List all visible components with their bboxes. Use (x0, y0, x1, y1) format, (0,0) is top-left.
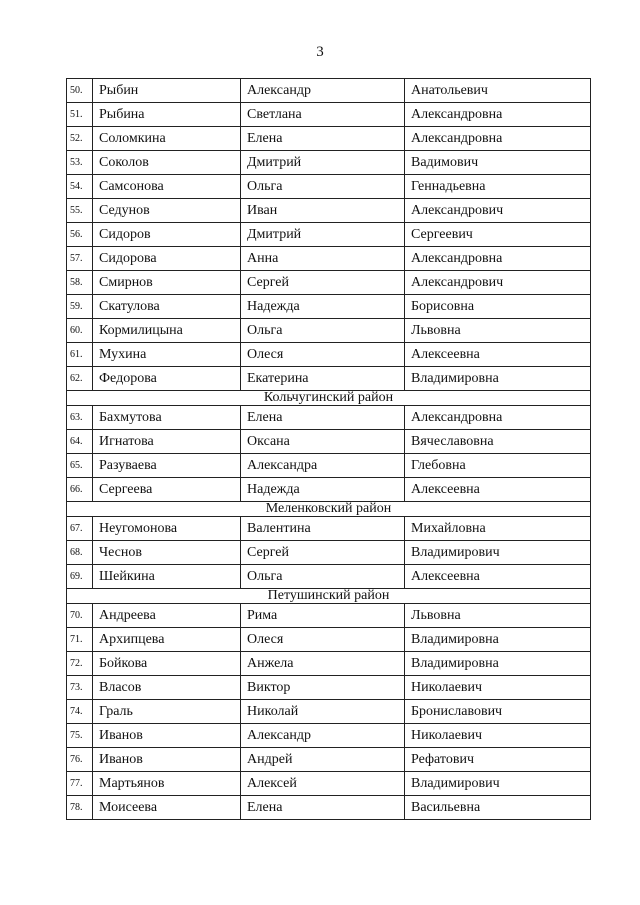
first-name: Ольга (241, 319, 405, 343)
district-heading-row (67, 589, 591, 604)
table-row (67, 175, 591, 199)
patronymic: Анатольевич (405, 79, 591, 103)
table-row (67, 295, 591, 319)
row-number: 56. (67, 223, 93, 247)
first-name: Надежда (241, 295, 405, 319)
last-name: Сидоров (93, 223, 241, 247)
last-name: Мухина (93, 343, 241, 367)
table-row (67, 676, 591, 700)
last-name: Чеснов (93, 541, 241, 565)
last-name: Сидорова (93, 247, 241, 271)
last-name: Архипцева (93, 628, 241, 652)
row-number: 73. (67, 676, 93, 700)
first-name: Алексей (241, 772, 405, 796)
row-number: 65. (67, 454, 93, 478)
first-name: Александра (241, 454, 405, 478)
first-name: Екатерина (241, 367, 405, 391)
first-name: Ольга (241, 175, 405, 199)
last-name: Рыбин (93, 79, 241, 103)
first-name: Рима (241, 604, 405, 628)
last-name: Федорова (93, 367, 241, 391)
last-name: Сергеева (93, 478, 241, 502)
district-heading-row (67, 502, 591, 517)
last-name: Соколов (93, 151, 241, 175)
first-name: Елена (241, 406, 405, 430)
row-number: 57. (67, 247, 93, 271)
last-name: Разуваева (93, 454, 241, 478)
last-name: Иванов (93, 724, 241, 748)
patronymic: Львовна (405, 604, 591, 628)
row-number: 68. (67, 541, 93, 565)
patronymic: Глебовна (405, 454, 591, 478)
table-row (67, 652, 591, 676)
last-name: Моисеева (93, 796, 241, 820)
table-row (67, 604, 591, 628)
first-name: Ольга (241, 565, 405, 589)
first-name: Александр (241, 724, 405, 748)
patronymic: Николаевич (405, 724, 591, 748)
row-number: 60. (67, 319, 93, 343)
last-name: Власов (93, 676, 241, 700)
patronymic: Вячеславовна (405, 430, 591, 454)
row-number: 75. (67, 724, 93, 748)
table-row (67, 517, 591, 541)
district-title: Петушинский район (67, 589, 591, 604)
row-number: 76. (67, 748, 93, 772)
patronymic: Борисовна (405, 295, 591, 319)
last-name: Самсонова (93, 175, 241, 199)
patronymic: Алексеевна (405, 478, 591, 502)
table-row (67, 367, 591, 391)
row-number: 51. (67, 103, 93, 127)
roster-body (67, 79, 591, 820)
last-name: Шейкина (93, 565, 241, 589)
patronymic: Владимировна (405, 628, 591, 652)
first-name: Анжела (241, 652, 405, 676)
patronymic: Геннадьевна (405, 175, 591, 199)
table-row (67, 541, 591, 565)
first-name: Анна (241, 247, 405, 271)
row-number: 52. (67, 127, 93, 151)
row-number: 63. (67, 406, 93, 430)
row-number: 70. (67, 604, 93, 628)
patronymic: Александровна (405, 247, 591, 271)
last-name: Андреева (93, 604, 241, 628)
district-title: Меленковский район (67, 502, 591, 517)
patronymic: Васильевна (405, 796, 591, 820)
patronymic: Александровна (405, 127, 591, 151)
last-name: Неугомонова (93, 517, 241, 541)
table-row (67, 247, 591, 271)
first-name: Александр (241, 79, 405, 103)
patronymic: Алексеевна (405, 343, 591, 367)
table-row (67, 406, 591, 430)
row-number: 61. (67, 343, 93, 367)
table-row (67, 127, 591, 151)
patronymic: Рефатович (405, 748, 591, 772)
patronymic: Александрович (405, 199, 591, 223)
row-number: 74. (67, 700, 93, 724)
row-number: 64. (67, 430, 93, 454)
last-name: Бахмутова (93, 406, 241, 430)
last-name: Мартьянов (93, 772, 241, 796)
row-number: 54. (67, 175, 93, 199)
last-name: Кормилицына (93, 319, 241, 343)
row-number: 67. (67, 517, 93, 541)
district-title: Кольчугинский район (67, 391, 591, 406)
patronymic: Владимирович (405, 772, 591, 796)
patronymic: Николаевич (405, 676, 591, 700)
first-name: Андрей (241, 748, 405, 772)
table-row (67, 565, 591, 589)
row-number: 50. (67, 79, 93, 103)
first-name: Светлана (241, 103, 405, 127)
patronymic: Владимировна (405, 367, 591, 391)
row-number: 71. (67, 628, 93, 652)
table-row (67, 454, 591, 478)
last-name: Рыбина (93, 103, 241, 127)
patronymic: Львовна (405, 319, 591, 343)
first-name: Виктор (241, 676, 405, 700)
table-row (67, 628, 591, 652)
patronymic: Александрович (405, 271, 591, 295)
first-name: Сергей (241, 541, 405, 565)
last-name: Бойкова (93, 652, 241, 676)
table-row (67, 748, 591, 772)
table-row (67, 199, 591, 223)
last-name: Игнатова (93, 430, 241, 454)
row-number: 78. (67, 796, 93, 820)
first-name: Сергей (241, 271, 405, 295)
last-name: Граль (93, 700, 241, 724)
row-number: 58. (67, 271, 93, 295)
last-name: Смирнов (93, 271, 241, 295)
table-row (67, 223, 591, 247)
table-row (67, 103, 591, 127)
patronymic: Вадимович (405, 151, 591, 175)
row-number: 72. (67, 652, 93, 676)
table-row (67, 724, 591, 748)
patronymic: Сергеевич (405, 223, 591, 247)
table-row (67, 319, 591, 343)
patronymic: Александровна (405, 103, 591, 127)
table-row (67, 700, 591, 724)
patronymic: Александровна (405, 406, 591, 430)
table-row (67, 772, 591, 796)
table-row (67, 151, 591, 175)
patronymic: Брониславович (405, 700, 591, 724)
row-number: 53. (67, 151, 93, 175)
first-name: Надежда (241, 478, 405, 502)
last-name: Иванов (93, 748, 241, 772)
first-name: Олеся (241, 343, 405, 367)
last-name: Скатулова (93, 295, 241, 319)
roster-table (66, 78, 591, 820)
first-name: Олеся (241, 628, 405, 652)
first-name: Дмитрий (241, 151, 405, 175)
table-row (67, 796, 591, 820)
district-heading-row (67, 391, 591, 406)
first-name: Валентина (241, 517, 405, 541)
table-row (67, 343, 591, 367)
first-name: Иван (241, 199, 405, 223)
page-number: 3 (316, 44, 324, 60)
last-name: Седунов (93, 199, 241, 223)
table-row (67, 271, 591, 295)
first-name: Николай (241, 700, 405, 724)
row-number: 69. (67, 565, 93, 589)
table-row (67, 79, 591, 103)
table-row (67, 430, 591, 454)
first-name: Оксана (241, 430, 405, 454)
last-name: Соломкина (93, 127, 241, 151)
table-row (67, 478, 591, 502)
row-number: 66. (67, 478, 93, 502)
row-number: 59. (67, 295, 93, 319)
patronymic: Алексеевна (405, 565, 591, 589)
patronymic: Михайловна (405, 517, 591, 541)
patronymic: Владимирович (405, 541, 591, 565)
row-number: 62. (67, 367, 93, 391)
row-number: 55. (67, 199, 93, 223)
row-number: 77. (67, 772, 93, 796)
first-name: Дмитрий (241, 223, 405, 247)
patronymic: Владимировна (405, 652, 591, 676)
first-name: Елена (241, 796, 405, 820)
first-name: Елена (241, 127, 405, 151)
